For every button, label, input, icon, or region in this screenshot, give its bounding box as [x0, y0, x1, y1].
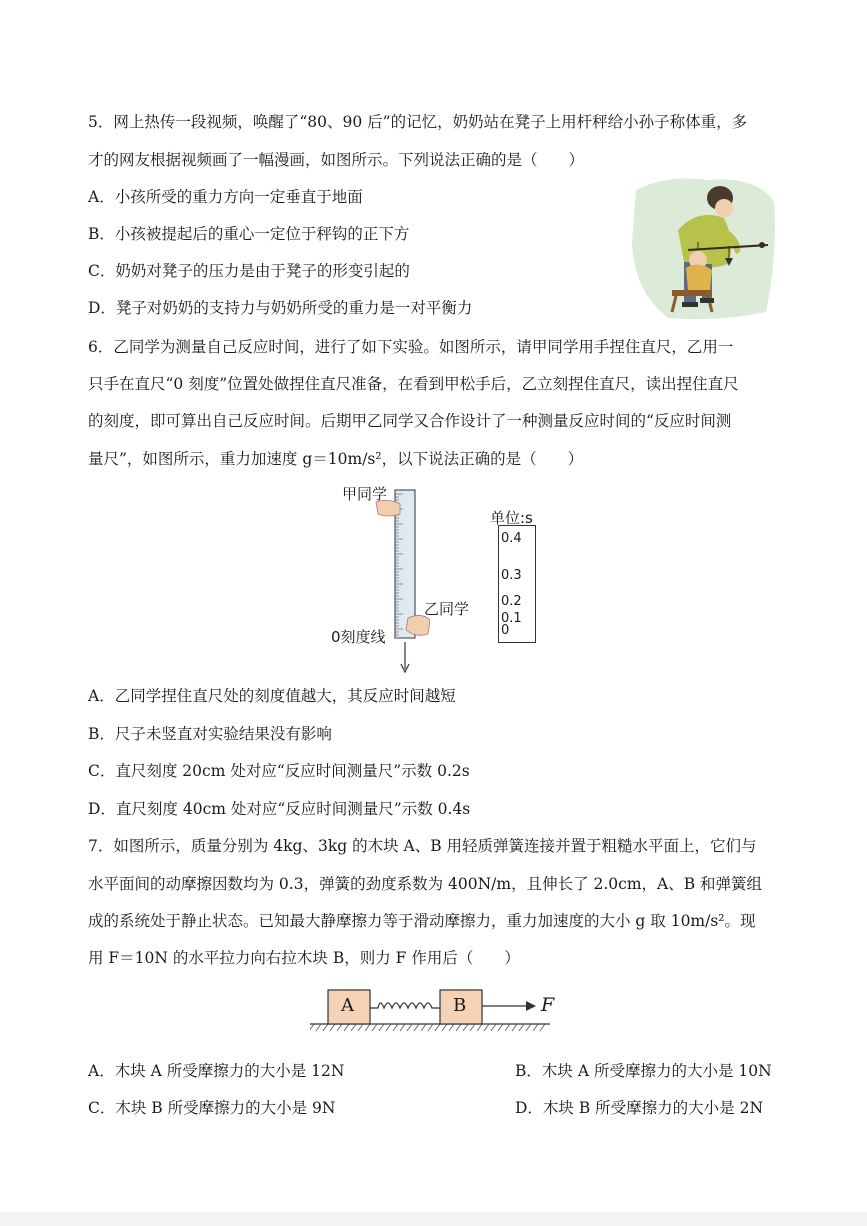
q6-option-d: D．直尺刻度 40cm 处对应“反应时间测量尺”示数 0.4s [88, 800, 471, 818]
q6-option-a: A．乙同学捏住直尺处的刻度值越大，其反应时间越短 [88, 687, 456, 705]
scale-tick-0.4: 0.4 [501, 531, 522, 546]
q6-line-4: 量尺”，如图所示，重力加速度 g＝10m/s²，以下说法正确的是（ ） [88, 450, 584, 468]
q5-line-2: 才的网友根据视频画了一幅漫画，如图所示。下列说法正确的是（ ） [88, 151, 585, 169]
q7-line-1: 7．如图所示，质量分别为 4kg、3kg 的木块 A、B 用轻质弹簧连接并置于粗糙水平面上，它们与 [88, 837, 757, 855]
q6-line-3: 的刻度，即可算出自己反应时间。后期甲乙同学又合作设计了一种测量反应时间的“反应时间测 [88, 412, 732, 430]
q5-line-1: 5．网上热传一段视频，唤醒了“80、90 后”的记忆，奶奶站在凳子上用杆秤给小孙子称体重，多 [88, 113, 748, 131]
force-label: F [541, 994, 555, 1016]
grandma-steelyard-illustration [628, 172, 778, 322]
q7-option-d: D．木块 B 所受摩擦力的大小是 2N [515, 1099, 764, 1117]
q7-line-2: 水平面间的动摩擦因数均为 0.3，弹簧的劲度系数为 400N/m，且伸长了 2.0cm，A、B 和弹簧组 [88, 875, 763, 893]
q6-option-c: C．直尺刻度 20cm 处对应“反应时间测量尺”示数 0.2s [88, 762, 470, 780]
q5-option-c: C．奶奶对凳子的压力是由于凳子的形变引起的 [88, 262, 410, 280]
spring [370, 1003, 440, 1008]
label-zero-line: 0刻度线 [331, 628, 386, 646]
q6-option-b: B．尺子未竖直对实验结果没有影响 [88, 725, 332, 743]
block-a-label: A [341, 995, 354, 1016]
q5-option-d: D．凳子对奶奶的支持力与奶奶所受的重力是一对平衡力 [88, 299, 473, 317]
q7-line-3: 成的系统处于静止状态。已知最大静摩擦力等于滑动摩擦力，重力加速度的大小 g 取 10m/s²。现 [88, 912, 756, 930]
page-bottom-strip [0, 1212, 867, 1226]
q6-line-2: 只手在直尺“0 刻度”位置处做捏住直尺准备，在看到甲松手后，乙立刻捏住直尺，读出捏住直尺 [88, 375, 739, 393]
scale-tick-0.3: 0.3 [501, 568, 522, 583]
label-student-a: 甲同学 [342, 485, 388, 503]
q5-option-b: B．小孩被提起后的重心一定位于秤钩的正下方 [88, 225, 410, 243]
q7-option-b: B．木块 A 所受摩擦力的大小是 10N [515, 1062, 772, 1080]
scale-tick-0: 0 [501, 623, 510, 638]
block-b-label: B [453, 995, 467, 1016]
q5-option-a: A．小孩所受的重力方向一定垂直于地面 [88, 188, 363, 206]
scale-tick-0.2: 0.2 [501, 594, 522, 609]
scale-unit-label: 单位:s [490, 509, 533, 527]
q7-option-c: C．木块 B 所受摩擦力的大小是 9N [88, 1099, 336, 1117]
scale-tick-0.1: 0.1 [501, 611, 522, 626]
reaction-time-scale [498, 525, 536, 643]
force-arrow-head [526, 1001, 536, 1011]
label-student-b: 乙同学 [424, 600, 470, 618]
q7-line-4: 用 F＝10N 的水平拉力向右拉木块 B，则力 F 作用后（ ） [88, 949, 520, 967]
q6-line-1: 6．乙同学为测量自己反应时间，进行了如下实验。如图所示，请甲同学用手捏住直尺，乙用一 [88, 338, 734, 356]
q7-option-a: A．木块 A 所受摩擦力的大小是 12N [88, 1062, 345, 1080]
